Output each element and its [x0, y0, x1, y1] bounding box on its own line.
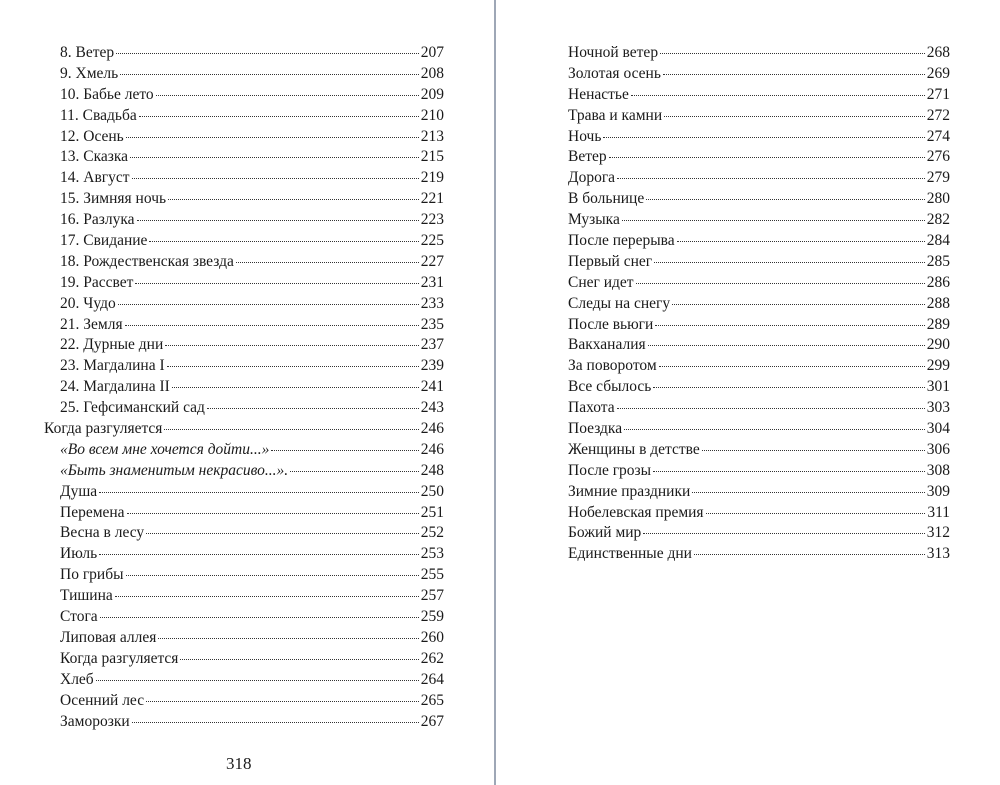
toc-entry	[568, 440, 950, 461]
entry-page: 274	[926, 127, 950, 145]
entry-title: За поворотом	[568, 357, 657, 375]
dot-leader	[290, 470, 419, 472]
toc-entry	[44, 106, 444, 127]
toc-entry	[44, 586, 444, 607]
toc-entry	[568, 294, 950, 315]
entry-title: 20. Чудо	[60, 294, 116, 312]
dot-leader	[167, 365, 419, 367]
dot-leader	[156, 94, 419, 96]
toc-entry	[568, 168, 950, 189]
entry-title: Вакханалия	[568, 336, 646, 354]
dot-leader	[137, 219, 419, 221]
right-page	[498, 0, 1000, 785]
entry-page: 262	[420, 649, 444, 667]
entry-title: 12. Осень	[60, 127, 124, 145]
dot-leader	[636, 282, 925, 284]
entry-title: Дорога	[568, 169, 616, 187]
toc-entry	[44, 64, 444, 85]
toc-entry	[44, 356, 444, 377]
entry-page: 304	[926, 420, 950, 438]
entry-title: Женщины в детстве	[568, 440, 700, 458]
entry-page: 276	[926, 148, 950, 166]
entry-title: «Быть знаменитым некрасиво...».	[60, 461, 289, 479]
dot-leader	[118, 303, 419, 305]
entry-page: 286	[926, 273, 950, 291]
entry-page: 219	[420, 169, 444, 187]
entry-title: 13. Сказка	[60, 148, 129, 166]
toc-entry	[44, 147, 444, 168]
entry-page: 308	[926, 461, 950, 479]
toc-entry	[44, 231, 444, 252]
entry-title: Следы на снегу	[568, 294, 671, 312]
entry-page: 213	[420, 127, 444, 145]
entry-title: Ночь	[568, 127, 602, 145]
entry-title: Первый снег	[568, 252, 653, 270]
entry-page: 271	[926, 85, 950, 103]
entry-title: Осенний лес	[60, 691, 145, 709]
toc-entry	[568, 398, 950, 419]
entry-title: После грозы	[568, 461, 652, 479]
toc-entry	[44, 252, 444, 273]
entry-title: Ночной ветер	[568, 44, 659, 61]
entry-title: 23. Магдалина I	[60, 357, 165, 375]
toc-entry	[44, 628, 444, 649]
dot-leader	[115, 595, 419, 597]
entry-title: Нобелевская премия	[568, 503, 704, 521]
toc-list-left	[44, 43, 444, 732]
entry-page: 257	[420, 587, 444, 605]
toc-entry	[568, 482, 950, 503]
entry-title: Поездка	[568, 420, 623, 438]
entry-title: Золотая осень	[568, 64, 661, 82]
book-gutter	[494, 0, 496, 785]
dot-leader	[624, 428, 925, 430]
entry-page: 210	[420, 106, 444, 124]
dot-leader	[631, 94, 925, 96]
toc-entry	[44, 712, 444, 733]
entry-title: Июль	[60, 545, 98, 563]
entry-title: 8. Ветер	[60, 44, 115, 61]
entry-page: 290	[926, 336, 950, 354]
toc-entry	[44, 607, 444, 628]
toc-entry	[568, 335, 950, 356]
toc-entry	[568, 85, 950, 106]
dot-leader	[663, 73, 925, 75]
toc-entry	[44, 294, 444, 315]
dot-leader	[146, 532, 419, 534]
dot-leader	[617, 177, 925, 179]
dot-leader	[646, 198, 925, 200]
dot-leader	[149, 240, 418, 242]
entry-title: Липовая аллея	[60, 628, 157, 646]
entry-title: «Во всем мне хочется дойти...»	[60, 440, 270, 458]
toc-entry	[44, 419, 444, 440]
dot-leader	[648, 344, 925, 346]
entry-page: 288	[926, 294, 950, 312]
entry-title: Трава и камни	[568, 106, 663, 124]
entry-title: Душа	[60, 482, 98, 500]
toc-entry	[44, 315, 444, 336]
entry-page: 253	[420, 545, 444, 563]
entry-page: 215	[420, 148, 444, 166]
entry-page: 209	[420, 85, 444, 103]
entry-title: В больнице	[568, 190, 645, 208]
toc-entry	[568, 64, 950, 85]
entry-page: 272	[926, 106, 950, 124]
entry-page: 303	[926, 399, 950, 417]
entry-title: Пахота	[568, 399, 615, 417]
toc-entry	[568, 189, 950, 210]
entry-page: 227	[420, 252, 444, 270]
toc-entry	[44, 85, 444, 106]
entry-title: 16. Разлука	[60, 211, 135, 229]
entry-title: Хлеб	[60, 670, 94, 688]
dot-leader	[96, 679, 419, 681]
entry-title: Ненастье	[568, 85, 629, 103]
page-number: 318	[226, 754, 252, 773]
dot-leader	[164, 428, 418, 430]
entry-title: Когда разгуляется	[60, 649, 179, 667]
entry-page: 246	[420, 440, 444, 458]
dot-leader	[172, 386, 419, 388]
entry-title: Единственные дни	[568, 545, 692, 563]
dot-leader	[609, 156, 925, 158]
dot-leader	[146, 700, 419, 702]
toc-entry	[568, 544, 950, 565]
entry-page: 250	[420, 482, 444, 500]
entry-page: 306	[926, 440, 950, 458]
entry-title: По грибы	[60, 566, 124, 584]
entry-title: 21. Земля	[60, 315, 123, 333]
entry-title: Зимние праздники	[568, 482, 691, 500]
dot-leader	[99, 491, 419, 493]
dot-leader	[120, 73, 419, 75]
entry-page: 237	[420, 336, 444, 354]
entry-page: 239	[420, 357, 444, 375]
entry-page: 301	[926, 378, 950, 396]
dot-leader	[643, 532, 924, 534]
entry-page: 235	[420, 315, 444, 333]
dot-leader	[168, 198, 419, 200]
toc-entry	[44, 691, 444, 712]
entry-page: 284	[926, 232, 950, 250]
toc-entry	[44, 565, 444, 586]
dot-leader	[622, 219, 925, 221]
entry-title: 11. Свадьба	[60, 106, 137, 124]
entry-title: Тишина	[60, 587, 113, 605]
entry-page: 312	[926, 524, 950, 542]
entry-page: 264	[420, 670, 444, 688]
toc-list-right	[568, 43, 950, 565]
dot-leader	[706, 512, 926, 514]
entry-title: 17. Свидание	[60, 232, 148, 250]
dot-leader	[126, 574, 419, 576]
entry-title: Божий мир	[568, 524, 642, 542]
entry-page: 223	[420, 211, 444, 229]
toc-entry	[44, 377, 444, 398]
dot-leader	[653, 386, 924, 388]
dot-leader	[677, 240, 925, 242]
entry-page: 313	[926, 545, 950, 563]
entry-page: 246	[420, 420, 444, 438]
entry-title: 10. Бабье лето	[60, 85, 154, 103]
dot-leader	[116, 52, 419, 54]
dot-leader	[139, 115, 419, 117]
dot-leader	[617, 407, 925, 409]
dot-leader	[603, 136, 924, 138]
entry-page: 269	[926, 64, 950, 82]
dot-leader	[130, 156, 419, 158]
entry-page: 282	[926, 211, 950, 229]
toc-entry	[44, 168, 444, 189]
toc-entry	[568, 231, 950, 252]
toc-entry	[44, 482, 444, 503]
entry-title: 18. Рождественская звезда	[60, 252, 234, 270]
entry-title: 24. Магдалина II	[60, 378, 170, 396]
entry-title: Стога	[60, 608, 98, 626]
entry-page: 241	[420, 378, 444, 396]
toc-entry	[44, 440, 444, 461]
dot-leader	[132, 177, 419, 179]
toc-entry	[568, 43, 950, 64]
entry-page: 231	[420, 273, 444, 291]
entry-title: 25. Гефсиманский сад	[60, 399, 205, 417]
entry-page: 260	[420, 628, 444, 646]
dot-leader	[126, 136, 419, 138]
dot-leader	[135, 282, 418, 284]
dot-leader	[702, 449, 925, 451]
entry-title: Все сбылось	[568, 378, 652, 396]
entry-page: 248	[420, 461, 444, 479]
entry-page: 225	[420, 232, 444, 250]
toc-entry	[568, 461, 950, 482]
toc-entry	[44, 273, 444, 294]
toc-entry	[568, 503, 950, 524]
toc-entry	[568, 523, 950, 544]
entry-page: 280	[926, 190, 950, 208]
toc-entry	[44, 461, 444, 482]
toc-entry	[568, 252, 950, 273]
dot-leader	[125, 324, 419, 326]
entry-page: 251	[420, 503, 444, 521]
entry-title: 9. Хмель	[60, 64, 119, 82]
toc-entry	[568, 377, 950, 398]
toc-entry	[44, 544, 444, 565]
toc-entry	[44, 127, 444, 148]
entry-page: 289	[926, 315, 950, 333]
entry-page: 285	[926, 252, 950, 270]
dot-leader	[659, 365, 925, 367]
dot-leader	[660, 52, 925, 54]
entry-title: 15. Зимняя ночь	[60, 190, 167, 208]
entry-title: После перерыва	[568, 232, 675, 250]
entry-title: Заморозки	[60, 712, 130, 730]
entry-title: Перемена	[60, 503, 125, 521]
entry-title: 22. Дурные дни	[60, 336, 164, 354]
entry-page: 267	[420, 712, 444, 730]
dot-leader	[655, 324, 924, 326]
dot-leader	[180, 658, 418, 660]
entry-page: 233	[420, 294, 444, 312]
entry-page: 208	[420, 64, 444, 82]
toc-entry	[44, 523, 444, 544]
entry-page: 311	[927, 503, 950, 521]
entry-title: Ветер	[568, 148, 607, 166]
dot-leader	[207, 407, 419, 409]
toc-entry	[44, 210, 444, 231]
toc-entry	[568, 210, 950, 231]
toc-entry	[44, 43, 444, 64]
toc-entry	[568, 147, 950, 168]
entry-page: 255	[420, 566, 444, 584]
entry-page: 259	[420, 608, 444, 626]
dot-leader	[236, 261, 419, 263]
dot-leader	[672, 303, 925, 305]
dot-leader	[127, 512, 419, 514]
toc-entry	[568, 106, 950, 127]
dot-leader	[692, 491, 924, 493]
entry-title: Когда разгуляется	[44, 420, 163, 438]
entry-page: 309	[926, 482, 950, 500]
toc-entry	[44, 335, 444, 356]
toc-entry	[568, 127, 950, 148]
entry-page: 243	[420, 399, 444, 417]
toc-entry	[568, 356, 950, 377]
toc-entry	[44, 398, 444, 419]
entry-page: 279	[926, 169, 950, 187]
entry-page: 207	[420, 44, 444, 61]
dot-leader	[653, 470, 925, 472]
dot-leader	[132, 721, 419, 723]
toc-entry	[44, 503, 444, 524]
entry-page: 265	[420, 691, 444, 709]
toc-entry	[44, 649, 444, 670]
toc-entry	[44, 670, 444, 691]
entry-page: 252	[420, 524, 444, 542]
dot-leader	[165, 344, 418, 346]
toc-entry	[44, 189, 444, 210]
entry-title: После вьюги	[568, 315, 654, 333]
entry-title: Снег идет	[568, 273, 634, 291]
dot-leader	[99, 553, 419, 555]
entry-page: 299	[926, 357, 950, 375]
dot-leader	[100, 616, 419, 618]
entry-title: Музыка	[568, 211, 620, 229]
toc-entry	[568, 315, 950, 336]
dot-leader	[158, 637, 418, 639]
entry-title: Весна в лесу	[60, 524, 145, 542]
dot-leader	[654, 261, 925, 263]
entry-title: 19. Рассвет	[60, 273, 134, 291]
dot-leader	[694, 553, 925, 555]
entry-page: 268	[926, 44, 950, 61]
dot-leader	[664, 115, 925, 117]
left-page	[0, 0, 498, 785]
entry-title: 14. Август	[60, 169, 130, 187]
toc-entry	[568, 273, 950, 294]
entry-page: 221	[420, 190, 444, 208]
toc-entry	[568, 419, 950, 440]
dot-leader	[271, 449, 418, 451]
